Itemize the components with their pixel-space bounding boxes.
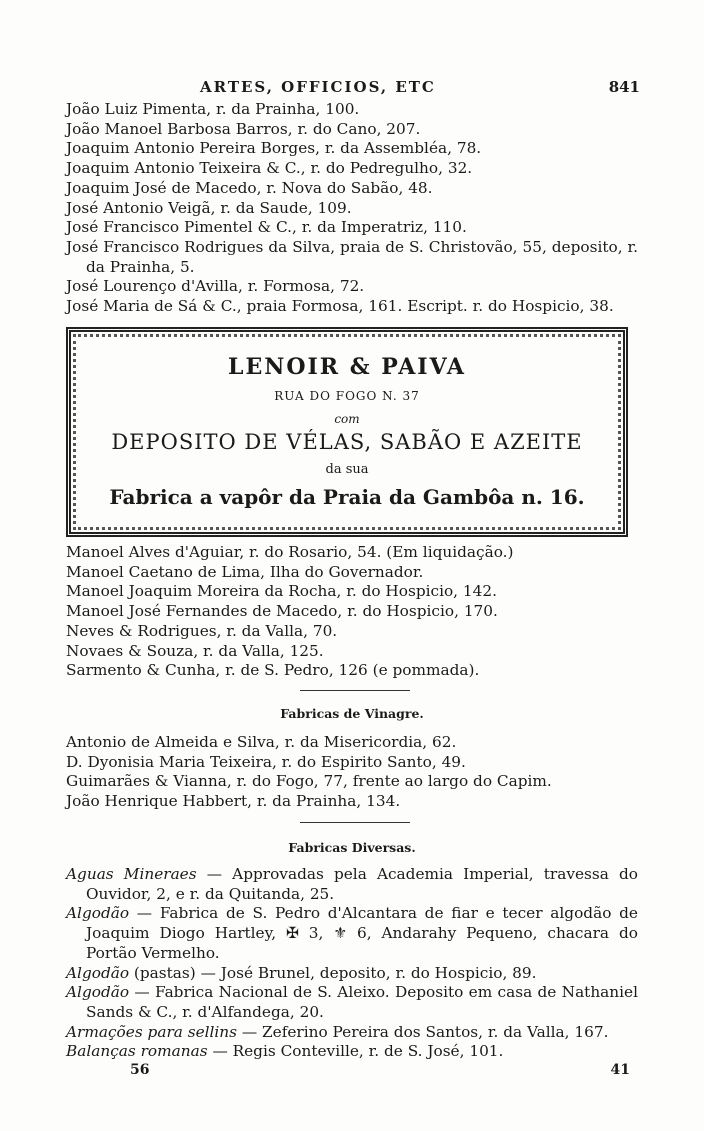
list-item: D. Dyonisia Maria Teixeira, r. do Espirito Santo, 49. bbox=[66, 752, 466, 771]
entries-list-vinagre bbox=[66, 733, 638, 812]
list-item bbox=[66, 964, 638, 984]
entry-text: — Fabrica de S. Pedro d'Alcantara de fiar e tecer algodão de Joaquim Diogo Hartley, ✠ 3, ⚜ 6, Andarahy Pequeno, chacara do Portão Vermelho. bbox=[86, 904, 638, 962]
list-item: Manoel Caetano de Lima, Ilha do Governador. bbox=[66, 562, 424, 581]
section-heading-vinagre: Fabricas de Vinagre. bbox=[280, 706, 424, 721]
section-divider bbox=[300, 822, 410, 823]
list-item: José Francisco Rodrigues da Silva, praia de S. Christovão, 55, deposito, r. da Prainha, 5. bbox=[66, 237, 638, 276]
list-item: Guimarães & Vianna, r. do Fogo, 77, frente ao largo do Capim. bbox=[66, 772, 552, 791]
page-number: 841 bbox=[608, 78, 640, 96]
list-item: Manoel Alves d'Aguiar, r. do Rosario, 54. (Em liquidação.) bbox=[66, 543, 514, 561]
list-item: Manoel Joaquim Moreira da Rocha, r. do Hospicio, 142. bbox=[66, 582, 497, 601]
advertisement-box bbox=[66, 327, 628, 537]
list-item: José Antonio Veigã, r. da Saude, 109. bbox=[66, 198, 352, 217]
entries-list-diversas bbox=[66, 865, 638, 1062]
entries-list-top bbox=[66, 100, 638, 317]
list-item: Antonio de Almeida e Silva, r. da Misericordia, 62. bbox=[66, 733, 457, 751]
entry-label: Armações para sellins bbox=[66, 1022, 238, 1041]
ad-address: RUA DO FOGO N. 37 bbox=[274, 389, 420, 403]
header-title: ARTES, OFFICIOS, ETC bbox=[200, 78, 436, 96]
entries-list-mid bbox=[66, 543, 638, 681]
list-item: Joaquim José de Macedo, r. Nova do Sabão, 48. bbox=[66, 178, 433, 197]
list-item: Neves & Rodrigues, r. da Valla, 70. bbox=[66, 621, 338, 640]
list-item: Novaes & Souza, r. da Valla, 125. bbox=[66, 641, 324, 660]
ad-deposit: DEPOSITO DE VÉLAS, SABÃO E AZEITE bbox=[111, 430, 583, 454]
list-item: João Luiz Pimenta, r. da Prainha, 100. bbox=[66, 100, 360, 118]
footer-right-number: 41 bbox=[610, 1062, 630, 1078]
ad-com: com bbox=[334, 412, 360, 426]
entry-label: Algodão bbox=[66, 904, 130, 923]
list-item bbox=[66, 904, 638, 963]
list-item: Manoel José Fernandes de Macedo, r. do Hospicio, 170. bbox=[66, 602, 498, 621]
footer-left-number: 56 bbox=[130, 1062, 150, 1078]
list-item bbox=[66, 983, 638, 1022]
ad-company-name: LENOIR & PAIVA bbox=[228, 354, 466, 380]
list-item: Joaquim Antonio Pereira Borges, r. da Assembléa, 78. bbox=[66, 139, 482, 158]
entry-text: — Zeferino Pereira dos Santos, r. da Valla, 167. bbox=[237, 1022, 609, 1041]
entry-text: — Regis Conteville, r. de S. José, 101. bbox=[207, 1042, 504, 1061]
list-item: João Henrique Habbert, r. da Prainha, 134. bbox=[66, 792, 401, 811]
section-heading-diversas: Fabricas Diversas. bbox=[288, 840, 416, 855]
list-item bbox=[66, 1023, 638, 1043]
entry-text: — Approvadas pela Academia Imperial, travessa do Ouvidor, 2, e r. da Quitanda, 25. bbox=[86, 865, 638, 903]
section-divider bbox=[300, 690, 410, 691]
entry-label: Algodão bbox=[66, 983, 130, 1002]
list-item: Joaquim Antonio Teixeira & C., r. do Pedregulho, 32. bbox=[66, 159, 473, 178]
list-item: José Maria de Sá & C., praia Formosa, 161. Escript. r. do Hospicio, 38. bbox=[66, 297, 614, 316]
entry-label: Aguas Mineraes bbox=[66, 865, 197, 883]
running-header bbox=[60, 78, 640, 100]
ad-da-sua: da sua bbox=[325, 462, 369, 477]
list-item: Sarmento & Cunha, r. de S. Pedro, 126 (e pommada). bbox=[66, 661, 480, 680]
entry-label: Balanças romanas bbox=[66, 1042, 208, 1061]
ad-factory: Fabrica a vapôr da Praia da Gambôa n. 16. bbox=[109, 485, 585, 509]
list-item bbox=[66, 1042, 638, 1062]
list-item: José Francisco Pimentel & C., r. da Imperatriz, 110. bbox=[66, 218, 467, 237]
entry-text: (pastas) — José Brunel, deposito, r. do Hospicio, 89. bbox=[129, 963, 537, 982]
entry-label: Algodão bbox=[66, 963, 130, 982]
list-item bbox=[66, 865, 638, 904]
entry-text: — Fabrica Nacional de S. Aleixo. Deposito em casa de Nathaniel Sands & C., r. d'Alfandega, 20. bbox=[86, 983, 638, 1021]
list-item: João Manoel Barbosa Barros, r. do Cano, 207. bbox=[66, 119, 421, 138]
list-item: José Lourenço d'Avilla, r. Formosa, 72. bbox=[66, 277, 365, 296]
